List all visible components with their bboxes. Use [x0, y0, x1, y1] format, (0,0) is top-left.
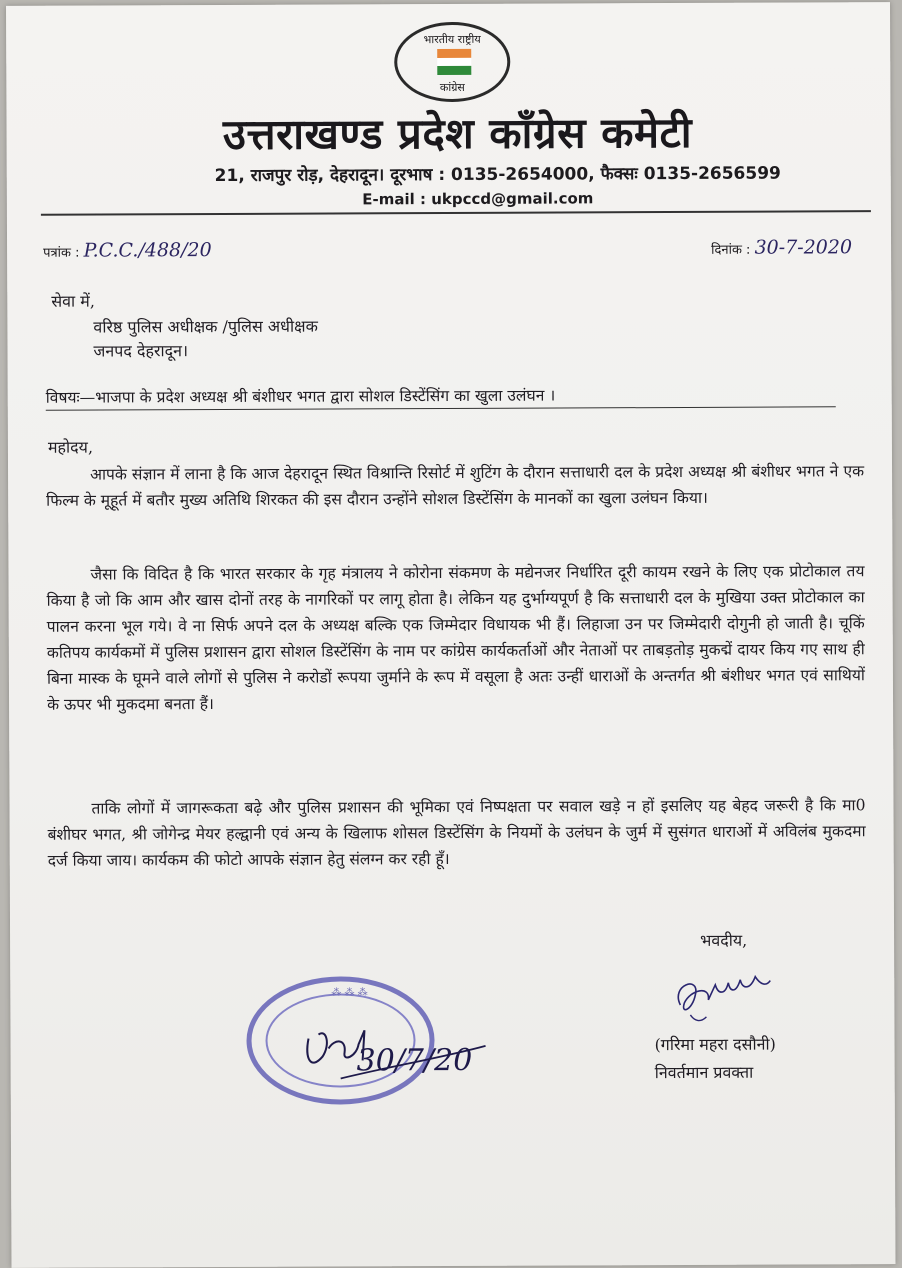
- date-label: दिनांक :: [711, 242, 751, 258]
- letter-page: [6, 2, 895, 1268]
- paragraph-3: ताकि लोगों में जागरूकता बढ़े और पुलिस प्रशासन की भूमिका एवं निष्पक्षता पर सवाल खड़े न हों इसलिए यह बेहद जरूरी है कि मा0 बंशीघर भगत, श्री जोगेन्द्र मेयर हल्द्वानी एवं अन्य के खिलाफ शोसल डिस्टेंसिंग के नियमों के उलंघन के जुर्म में सुसंगत धाराओं में अविलंब मुकदमा दर्ज किया जाय। कार्यकम की फोटो आपके संज्ञान हेतु संलग्न कर रही हूँ।: [47, 796, 866, 870]
- reference-label: पत्रांक :: [43, 245, 80, 261]
- flag-stripe: [437, 66, 471, 75]
- letterhead-divider: [41, 210, 871, 216]
- party-logo: [394, 22, 510, 103]
- signature: [670, 965, 780, 1025]
- paragraph-2: जैसा कि विदित है कि भारत सरकार के गृह मंत्रालय ने कोरोना संकमण के मद्येनजर निर्धारित दूरी कायम रखने के लिए एक प्रोटोकाल तय किया है जो कि आम और खास दोनों तरह के नागरिकों पर लागू होता है। लेकिन यह दुर्भाग्यपूर्ण है कि सत्ताधारी दल के मुखिया उक्त प्रोटोकाल का पालन करना भूल गये। वे ना सिर्फ अपने दल के अध्यक्ष बल्कि एक जिम्मेदार विधायक भी हैं। लिहाजा उन पर जिम्मेदारी दोगुनी हो जाती है। चूकिं कतिपय कार्यकमों में पुलिस प्रशासन द्वारा सोशल डिस्टेंसिंग के नाम पर कांग्रेस कार्यकर्ताओं और नेताओं पर ताबड़तोड़ मुकद्में दायर किय गए साथ ही बिना मास्क के घूमने वाले लोगों से पुलिस ने करोडों रूपया जुर्माने के रूप में वसूला है अतः उन्हीं धाराओं के अन्तर्गत श्री बंशीधर भगत एवं साथियों के ऊपर भी मुकदमा बनता हैं।: [46, 562, 865, 714]
- organization-name: उत्तराखण्ड प्रदेश काँग्रेस कमेटी: [222, 107, 693, 159]
- stamp-handwriting: [300, 1008, 490, 1089]
- recipient-salutation: सेवा में,: [51, 291, 95, 311]
- letter-date: [711, 236, 852, 259]
- reference-number: [43, 239, 212, 262]
- recipient-line-1: वरिष्ठ पुलिस अधीक्षक /पुलिस अधीक्षक: [93, 316, 318, 337]
- logo-bottom-text: कांग्रेस: [439, 80, 465, 95]
- stamp-note: 30/7/20: [356, 1042, 473, 1079]
- greeting: महोदय,: [47, 437, 94, 457]
- logo-top-text: भारतीय राष्ट्रीय: [423, 32, 481, 47]
- paragraph-1: आपके संज्ञान में लाना है कि आज देहरादून स्थित विश्रान्ति रिसोर्ट में शुटिंग के दौरान सत्ताधारी दल के प्रदेश अध्यक्ष श्री बंशीधर भगत ने एक फिल्म के मूहूर्त में बतौर मुख्य अतिथि शिरकत की इस दौरान उन्होंने सोशल डिस्टेंसिंग के मानकों का खुला उलंघन किया।: [46, 462, 865, 510]
- reference-value: P.C.C./488/20: [83, 239, 212, 262]
- signatory-designation: निवर्तमान प्रवक्ता: [654, 1062, 754, 1083]
- valediction: भवदीय,: [700, 930, 748, 950]
- signatory-name: (गरिमा महरा दसौनी): [654, 1034, 776, 1055]
- flag-stripe: [437, 58, 471, 67]
- letter-subject: विषयः—भाजपा के प्रदेश अध्यक्ष श्री बंशीधर भगत द्वारा सोशल डिस्टेंसिंग का खुला उलंघन ।: [46, 382, 836, 410]
- flag-stripe: [437, 49, 471, 58]
- organization-address: 21, राजपुर रोड़, देहरादून। दूरभाष : 0135-2654000, फैक्सः 0135-2656599: [214, 163, 781, 187]
- stamp-text-top: ⁂ ⁂ ⁂: [331, 987, 368, 999]
- organization-email: E-mail : ukpccd@gmail.com: [362, 189, 594, 209]
- flag-icon: [437, 49, 471, 75]
- date-value: 30-7-2020: [754, 236, 853, 259]
- recipient-line-2: जनपद देहरादून।: [93, 341, 189, 361]
